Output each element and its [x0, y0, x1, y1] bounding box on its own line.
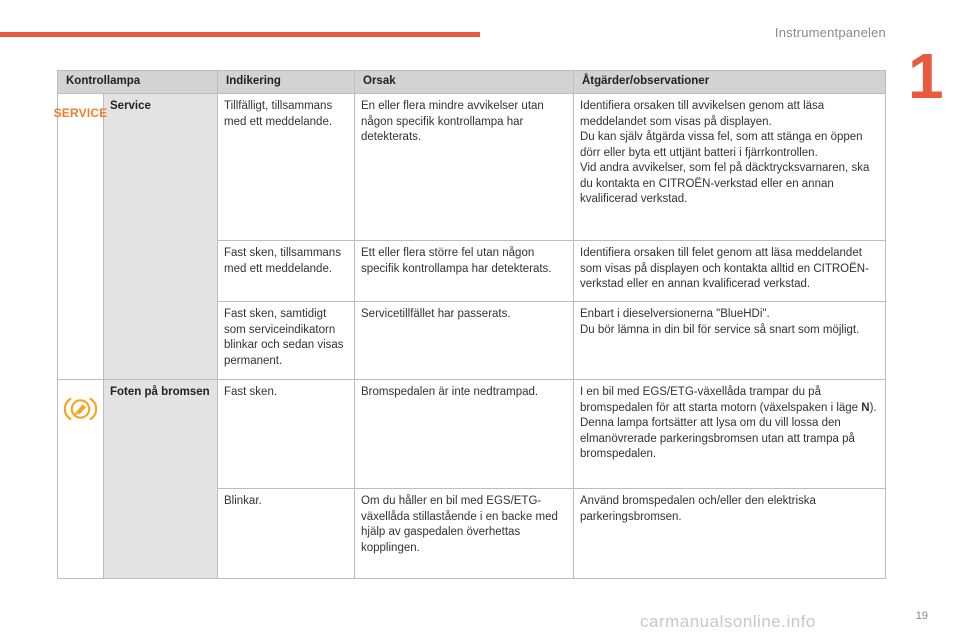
service-warning-icon: SERVICE: [53, 106, 108, 120]
chapter-number: 1: [908, 40, 944, 112]
atgarder-cell: Använd bromspedalen och/eller den elektriska parkeringsbromsen.: [574, 489, 886, 579]
warning-lamp-table: [53, 70, 886, 579]
orsak-cell: Om du håller en bil med EGS/ETG-växellåda stillastående i en backe med hjälp av gaspedalen överhettas kopplingen.: [355, 489, 574, 579]
gear-position-n: N: [861, 401, 870, 414]
lamp-name-brake: Foten på bromsen: [104, 380, 218, 579]
orsak-cell: Bromspedalen är inte nedtrampad.: [355, 380, 574, 489]
orsak-cell: Servicetillfället har passerats.: [355, 302, 574, 380]
atgarder-text: I en bil med EGS/ETG-växellåda trampar du på bromspedalen för att starta motorn (växelspaken i läge: [580, 386, 862, 414]
atgarder-cell: [574, 380, 886, 489]
lamp-name-service: Service: [104, 94, 218, 380]
section-title: Instrumentpanelen: [774, 25, 886, 40]
atgarder-text: ). Denna lampa fortsätter att lysa om du vill lossa den elmanövrerade parkeringsbromsen utan att trampa på bromspedalen.: [580, 401, 877, 460]
column-header-kontrollampa: Kontrollampa: [58, 71, 218, 94]
page-number: 19: [915, 610, 928, 622]
watermark: carmanualsonline.info: [640, 612, 816, 631]
table-row: [58, 380, 886, 489]
orsak-cell: En eller flera mindre avvikelser utan någon specifik kontrollampa har detekterats.: [355, 94, 574, 241]
indikering-cell: Fast sken, samtidigt som serviceindikatorn blinkar och sedan visas permanent.: [218, 302, 355, 380]
column-header-orsak: Orsak: [355, 71, 574, 94]
indikering-cell: Fast sken.: [218, 380, 355, 489]
column-header-atgarder: Åtgärder/observationer: [574, 71, 886, 94]
brake-pedal-warning-icon: [64, 395, 97, 423]
column-header-indikering: Indikering: [218, 71, 355, 94]
accent-bar: [0, 32, 480, 37]
indikering-cell: Blinkar.: [218, 489, 355, 579]
icon-cell: [53, 94, 108, 380]
indikering-cell: Fast sken, tillsammans med ett meddelande.: [218, 241, 355, 302]
icon-cell: [58, 380, 104, 579]
atgarder-cell: Identifiera orsaken till felet genom att läsa meddelandet som visas på displayen och kontakta alltid en CITROËN-verkstad eller en annan kvalificerad verkstad.: [574, 241, 886, 302]
table-header-row: [58, 71, 886, 94]
orsak-cell: Ett eller flera större fel utan någon specifik kontrollampa har detekterats.: [355, 241, 574, 302]
atgarder-cell: Enbart i dieselversionerna "BlueHDi". Du bör lämna in din bil för service så snart som möjligt.: [574, 302, 886, 380]
table-row: [58, 94, 886, 241]
indikering-cell: Tillfälligt, tillsammans med ett meddelande.: [218, 94, 355, 241]
atgarder-cell: Identifiera orsaken till avvikelsen genom att läsa meddelandet som visas på displayen. Du kan själv åtgärda vissa fel, som att stänga en öppen dörr eller byta ett uttjänt batteri i fjärrkontrollen. Vid andra avvikelser, som fel på däcktrycksvarnaren, ska du kontakta en CITROËN-verkstad eller en annan kvalificerad verkstad.: [574, 94, 886, 241]
